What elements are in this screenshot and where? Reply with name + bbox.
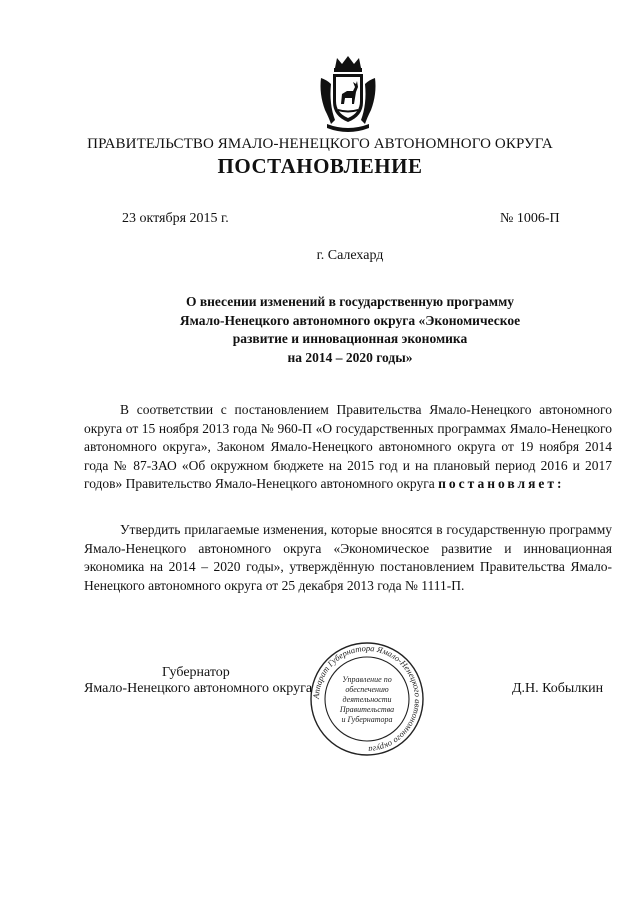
document-city: г. Салехард (316, 248, 384, 263)
subject-line: развитие и инновационная экономика (232, 331, 468, 346)
stamp-inner-line: обеспечению (345, 685, 389, 694)
decree-word: постановляет: (438, 476, 565, 492)
signatory-region: Ямало-Ненецкого автономного округа (84, 681, 313, 696)
document-subject (120, 293, 580, 367)
stamp-inner-line: Правительства (339, 705, 395, 714)
official-stamp (308, 640, 426, 758)
signatory-name: Д.Н. Кобылкин (512, 681, 604, 696)
signatory-title: Губернатор (162, 665, 230, 680)
stamp-inner-line: Управление по (342, 675, 392, 684)
subject-line: О внесении изменений в государственную программу (185, 294, 515, 309)
stamp-inner-line: и Губернатора (341, 715, 393, 724)
stamp-ring-text: Аппарат Губернатора Ямало-Ненецкого автономного округа (310, 642, 424, 756)
body-paragraph-2 (84, 521, 612, 595)
paragraph-text: Утвердить прилагаемые изменения, которые вносятся в государственную программу Ямало-Ненецкого автономного округа «Экономическое развитие и инновационная экономика на 2014 – 2020 годы», утверждённую постановлением Правительства Ямало-Ненецкого автономного округа от 25 декабря 2013 года № 1111-П. (84, 522, 612, 593)
coat-of-arms-icon (317, 54, 379, 134)
document-date: 23 октября 2015 г. (122, 211, 229, 226)
document-number: № 1006-П (500, 211, 560, 226)
document-type: ПОСТАНОВЛЕНИЕ (217, 154, 423, 178)
government-name: ПРАВИТЕЛЬСТВО ЯМАЛО-НЕНЕЦКОГО АВТОНОМНОГО ОКРУГА (87, 136, 553, 152)
paragraph-text: В соответствии с постановлением Правительства Ямало-Ненецкого автономного округа от 15 ноября 2013 года № 960-П «О государственных программах Ямало-Ненецкого автономного округа», Законом Ямало-Ненецкого автономного округа от 19 ноября 2014 года № 87-ЗАО «Об окружном бюджете на 2015 год и на плановый период 2016 и 2017 годов» Правительство Ямало-Ненецкого автономного округа (84, 402, 612, 492)
body-paragraph-1 (84, 401, 612, 494)
subject-line: на 2014 – 2020 годы» (287, 349, 413, 365)
stamp-inner-line: деятельности (342, 695, 392, 704)
subject-line: Ямало-Ненецкого автономного округа «Экономическое (179, 312, 521, 328)
